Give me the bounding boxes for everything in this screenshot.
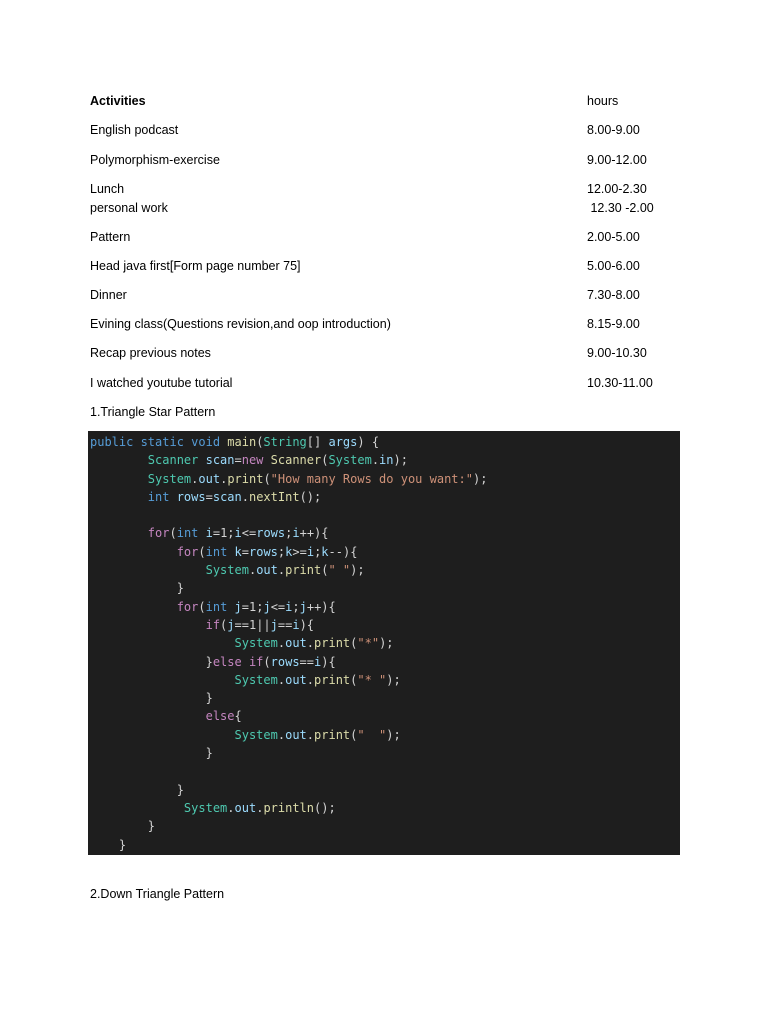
code-token: . bbox=[220, 471, 228, 486]
code-token: . bbox=[306, 672, 315, 687]
code-line bbox=[90, 709, 242, 723]
code-token: String bbox=[263, 435, 307, 449]
code-text bbox=[88, 431, 680, 854]
code-token: ( bbox=[198, 544, 206, 559]
code-token: j bbox=[227, 617, 235, 632]
activities-header: Activities bbox=[90, 94, 146, 108]
code-token bbox=[90, 801, 184, 815]
code-line bbox=[90, 472, 487, 486]
code-token: ){ bbox=[321, 654, 336, 669]
code-token: ( bbox=[350, 672, 358, 687]
code-token bbox=[90, 526, 148, 540]
hours-cell: 8.15-9.00 bbox=[587, 317, 640, 331]
code-token: main bbox=[227, 435, 257, 449]
code-token: int bbox=[176, 526, 206, 541]
code-line bbox=[90, 526, 329, 540]
code-token: rows bbox=[249, 544, 278, 559]
code-token: print bbox=[227, 471, 264, 486]
code-token: ( bbox=[350, 727, 358, 742]
activity-cell: Recap previous notes bbox=[90, 346, 211, 360]
code-token: System bbox=[205, 563, 249, 578]
code-token: } bbox=[90, 654, 213, 669]
code-line bbox=[90, 783, 184, 797]
code-token: . bbox=[256, 800, 264, 815]
code-token: } bbox=[90, 691, 213, 706]
code-token: out bbox=[256, 563, 278, 578]
code-token: rows bbox=[176, 489, 206, 504]
code-token: . bbox=[191, 471, 199, 486]
hours-cell: 2.00-5.00 bbox=[587, 230, 640, 244]
code-token: ; bbox=[285, 526, 293, 541]
activity-cell: Head java first[Form page number 75] bbox=[90, 259, 301, 273]
code-token: ( bbox=[321, 563, 329, 578]
code-line bbox=[90, 636, 394, 650]
code-token: ( bbox=[263, 471, 271, 486]
code-token: in bbox=[379, 453, 394, 468]
code-line bbox=[90, 581, 184, 595]
code-token: ) { bbox=[357, 435, 380, 449]
code-token: } bbox=[90, 837, 127, 852]
code-token: ; bbox=[277, 544, 286, 559]
code-line bbox=[90, 691, 213, 705]
code-line bbox=[90, 819, 155, 833]
code-token: == bbox=[299, 654, 314, 669]
code-token: ; bbox=[292, 599, 300, 614]
code-token: println bbox=[263, 800, 315, 815]
hours-cell: 5.00-6.00 bbox=[587, 259, 640, 273]
code-token: nextInt bbox=[248, 489, 300, 504]
code-token: System bbox=[183, 800, 228, 815]
code-token: (); bbox=[299, 489, 322, 504]
code-token: } bbox=[90, 819, 156, 834]
code-token: out bbox=[285, 636, 307, 651]
hours-cell: 8.00-9.00 bbox=[587, 123, 640, 137]
code-token: (); bbox=[314, 800, 336, 815]
code-token: ); bbox=[386, 727, 401, 742]
code-token: scan bbox=[205, 453, 235, 468]
code-token: ( bbox=[256, 435, 264, 449]
code-line bbox=[90, 746, 213, 760]
code-token: new bbox=[241, 453, 271, 468]
hours-cell: 9.00-10.30 bbox=[587, 346, 647, 360]
code-token: . bbox=[248, 563, 257, 578]
activity-cell: Evining class(Questions revision,and oop introduction) bbox=[90, 317, 391, 331]
activity-cell: Pattern bbox=[90, 230, 131, 244]
code-token: . bbox=[277, 563, 286, 578]
code-token: ); bbox=[350, 563, 365, 578]
code-token: rows bbox=[256, 526, 286, 541]
code-token: ( bbox=[198, 599, 206, 614]
code-token: System bbox=[234, 672, 278, 687]
code-token: ( bbox=[321, 453, 329, 468]
code-token: ); bbox=[386, 672, 401, 687]
code-token: <= bbox=[241, 526, 257, 541]
code-token: i bbox=[306, 544, 315, 559]
code-token: <= bbox=[270, 599, 286, 614]
code-token: j bbox=[299, 599, 307, 614]
code-token: =1; bbox=[241, 599, 264, 614]
code-token: int bbox=[147, 489, 177, 504]
code-token: print bbox=[314, 727, 351, 742]
code-token bbox=[90, 636, 235, 650]
code-token: . bbox=[306, 636, 315, 651]
code-token: scan bbox=[212, 489, 242, 504]
code-token: = bbox=[234, 453, 242, 468]
code-token: int bbox=[205, 599, 235, 614]
code-token: out bbox=[234, 800, 257, 815]
code-token: Scanner bbox=[270, 453, 322, 468]
code-token: ); bbox=[472, 471, 488, 486]
code-token: i bbox=[292, 617, 300, 632]
code-token: --){ bbox=[328, 544, 358, 559]
code-line bbox=[90, 600, 336, 614]
code-token: int bbox=[205, 544, 235, 559]
code-token: print bbox=[314, 636, 351, 651]
code-line bbox=[90, 801, 336, 815]
section-title-triangle-star: 1.Triangle Star Pattern bbox=[90, 405, 216, 419]
code-token: " " bbox=[328, 563, 351, 578]
code-token: } bbox=[90, 746, 213, 761]
code-token: if bbox=[205, 617, 221, 632]
code-token: >= bbox=[292, 544, 307, 559]
code-token: for bbox=[176, 599, 199, 614]
code-token: i bbox=[234, 526, 242, 541]
code-token bbox=[90, 453, 148, 467]
code-token: public static void bbox=[90, 435, 228, 449]
activity-cell: personal work bbox=[90, 201, 168, 215]
code-token: ( bbox=[220, 617, 228, 632]
code-token: . bbox=[241, 489, 249, 504]
code-token: ( bbox=[350, 636, 358, 651]
activity-cell: Polymorphism-exercise bbox=[90, 153, 220, 167]
code-token: k bbox=[321, 544, 329, 559]
code-line bbox=[90, 618, 314, 632]
code-token: rows bbox=[270, 654, 300, 669]
code-token bbox=[90, 545, 177, 559]
code-token: j bbox=[270, 617, 278, 632]
code-line bbox=[90, 655, 336, 669]
code-token: System bbox=[234, 636, 278, 651]
code-token bbox=[90, 472, 148, 486]
code-token: i bbox=[314, 654, 322, 669]
code-block bbox=[88, 431, 680, 855]
code-token: . bbox=[306, 727, 315, 742]
code-token: ++){ bbox=[306, 599, 336, 614]
code-line bbox=[90, 490, 321, 504]
code-token: ); bbox=[379, 636, 394, 651]
section-title-down-triangle: 2.Down Triangle Pattern bbox=[90, 887, 225, 901]
activity-cell: Lunch bbox=[90, 182, 125, 196]
code-token bbox=[90, 709, 206, 723]
hours-cell: 7.30-8.00 bbox=[587, 288, 640, 302]
code-token: "* " bbox=[357, 672, 387, 687]
code-token: out bbox=[198, 471, 221, 486]
activity-cell: English podcast bbox=[90, 123, 179, 137]
hours-cell: 10.30-11.00 bbox=[587, 376, 653, 390]
code-token: . bbox=[371, 453, 380, 468]
code-line bbox=[90, 545, 357, 559]
code-token: i bbox=[292, 526, 300, 541]
hours-cell: 12.00-2.30 bbox=[587, 182, 647, 196]
code-token: i bbox=[285, 599, 293, 614]
code-line bbox=[90, 435, 379, 449]
code-line bbox=[90, 563, 365, 577]
code-token bbox=[90, 563, 206, 577]
code-token: { bbox=[234, 709, 242, 724]
code-token: else bbox=[205, 709, 235, 724]
code-token: == bbox=[277, 617, 293, 632]
code-token: for bbox=[176, 544, 199, 559]
code-token bbox=[90, 618, 206, 632]
code-token: ); bbox=[393, 453, 408, 468]
activity-cell: Dinner bbox=[90, 288, 127, 302]
code-token: ==1|| bbox=[234, 617, 271, 632]
code-token: =1; bbox=[212, 526, 235, 541]
code-token: ( bbox=[263, 654, 271, 669]
code-token: else bbox=[212, 654, 249, 669]
code-token: if bbox=[248, 654, 264, 669]
code-token: ++){ bbox=[299, 526, 329, 541]
code-token: ; bbox=[314, 544, 322, 559]
code-token bbox=[90, 490, 148, 504]
hours-cell: 9.00-12.00 bbox=[587, 153, 647, 167]
code-token: print bbox=[285, 563, 322, 578]
code-token: print bbox=[314, 672, 351, 687]
code-line bbox=[90, 728, 401, 742]
code-token: } bbox=[90, 581, 184, 596]
hours-cell: 12.30 -2.00 bbox=[587, 201, 654, 215]
code-token bbox=[90, 600, 177, 614]
code-token: System bbox=[328, 453, 372, 468]
code-line bbox=[90, 838, 126, 852]
code-token: . bbox=[227, 800, 235, 815]
code-token: j bbox=[234, 599, 242, 614]
code-token: "*" bbox=[357, 636, 380, 651]
code-token: " " bbox=[357, 727, 387, 742]
code-token: for bbox=[147, 526, 170, 541]
code-token: i bbox=[205, 526, 213, 541]
hours-header: hours bbox=[587, 94, 619, 108]
code-token: } bbox=[90, 782, 184, 797]
code-token: k bbox=[234, 544, 242, 559]
code-line bbox=[90, 453, 408, 467]
code-token: j bbox=[263, 599, 271, 614]
code-token: . bbox=[277, 672, 286, 687]
activity-cell: I watched youtube tutorial bbox=[90, 376, 233, 390]
code-token: out bbox=[285, 672, 307, 687]
code-token bbox=[90, 728, 235, 742]
code-token bbox=[90, 673, 235, 687]
code-token: [] bbox=[306, 435, 329, 449]
code-token: ( bbox=[169, 526, 177, 541]
code-token: . bbox=[277, 727, 286, 742]
code-token: System bbox=[234, 727, 278, 742]
code-line bbox=[90, 673, 401, 687]
code-token: . bbox=[277, 636, 286, 651]
code-token: args bbox=[328, 435, 358, 449]
code-token: k bbox=[285, 544, 293, 559]
code-token: Scanner bbox=[147, 453, 206, 468]
code-token: "How many Rows do you want:" bbox=[270, 471, 473, 486]
code-token: = bbox=[241, 544, 249, 559]
code-token: System bbox=[147, 471, 192, 486]
code-token: ){ bbox=[299, 617, 315, 632]
code-token: = bbox=[205, 489, 213, 504]
code-token: out bbox=[285, 727, 307, 742]
